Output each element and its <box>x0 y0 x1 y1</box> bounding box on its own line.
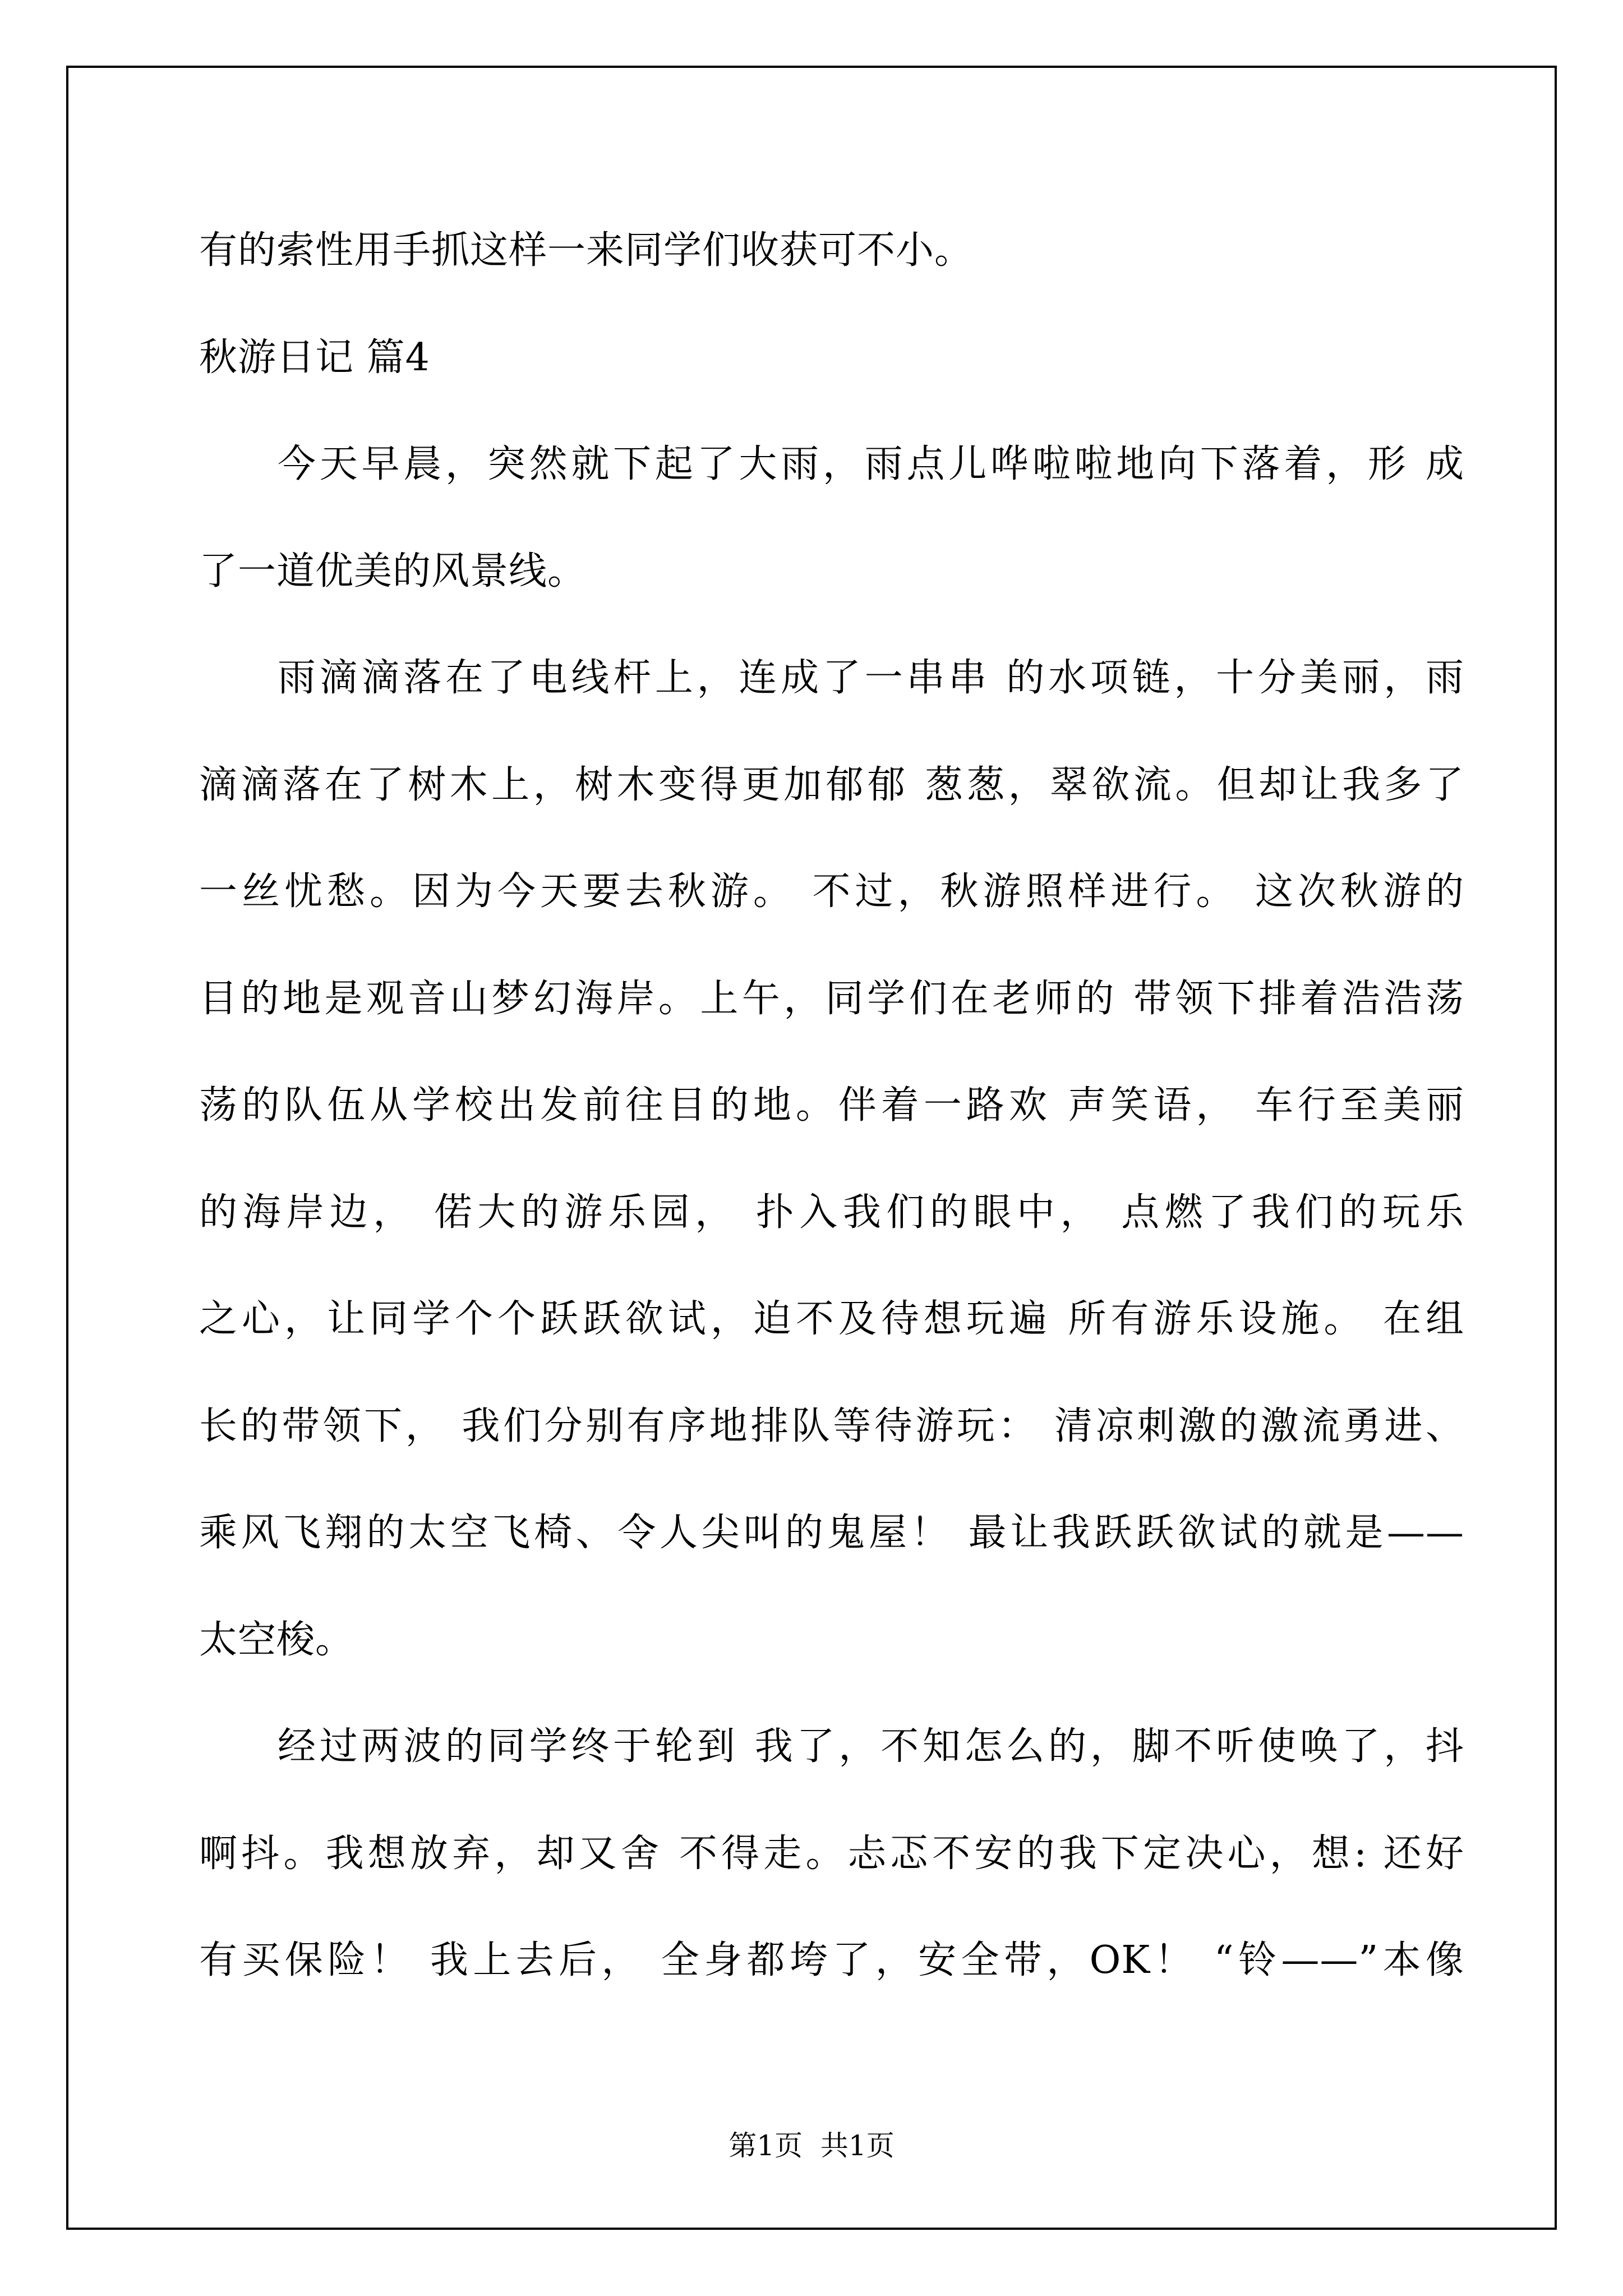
text-line: 有的索性用手抓这样一来同学们收获可不小。 <box>199 228 974 273</box>
text-line: 长的带领下， 我们分别有序地排队等待游玩： 清凉刺激的激流勇进、 <box>199 1404 1464 1448</box>
text-line: 乘风飞翔的太空飞椅、令人尖叫的鬼屋！ 最让我跃跃欲试的就是—— <box>199 1511 1464 1555</box>
text-line: 目的地是观音山梦幻海岸。上午，同学们在老师的 带领下排着浩浩荡 <box>199 976 1464 1021</box>
text-line: 太空梭。 <box>199 1617 354 1662</box>
text-line: 的海岸边， 偌大的游乐园， 扑入我们的眼中， 点燃了我们的玩乐 <box>199 1190 1464 1235</box>
document-body <box>199 197 1464 2014</box>
text-line: 滴滴落在了树木上，树木变得更加郁郁 葱葱，翠欲流。但却让我多了 <box>199 762 1464 807</box>
page-footer: 第1页 共1页 <box>728 2129 895 2162</box>
text-line: 了一道优美的风景线。 <box>199 549 587 593</box>
text-line: 荡的队伍从学校出发前往目的地。伴着一路欢 声笑语， 车行至美丽 <box>199 1083 1464 1128</box>
text-line: 雨滴滴落在了电线杆上，连成了一串串 的水项链，十分美丽，雨 <box>278 656 1464 700</box>
text-line: 之心，让同学个个跃跃欲试，迫不及待想玩遍 所有游乐设施。 在组 <box>199 1297 1464 1341</box>
text-line: 啊抖。我想放弃，却又舍 不得走。忐忑不安的我下定决心，想: 还好 <box>199 1831 1464 1876</box>
text-line: 秋游日记 篇4 <box>199 335 430 380</box>
text-line: 今天早晨，突然就下起了大雨，雨点儿哗啦啦地向下落着，形 成 <box>278 442 1464 486</box>
text-line: 有买保险！ 我上去后， 全身都垮了，安全带，OK！ “铃——”本像 <box>199 1938 1464 1982</box>
text-line: 一丝忧愁。因为今天要去秋游。 不过，秋游照样进行。 这次秋游的 <box>199 869 1464 914</box>
text-line: 经过两波的同学终于轮到 我了，不知怎么的，脚不听使唤了，抖 <box>278 1724 1464 1769</box>
